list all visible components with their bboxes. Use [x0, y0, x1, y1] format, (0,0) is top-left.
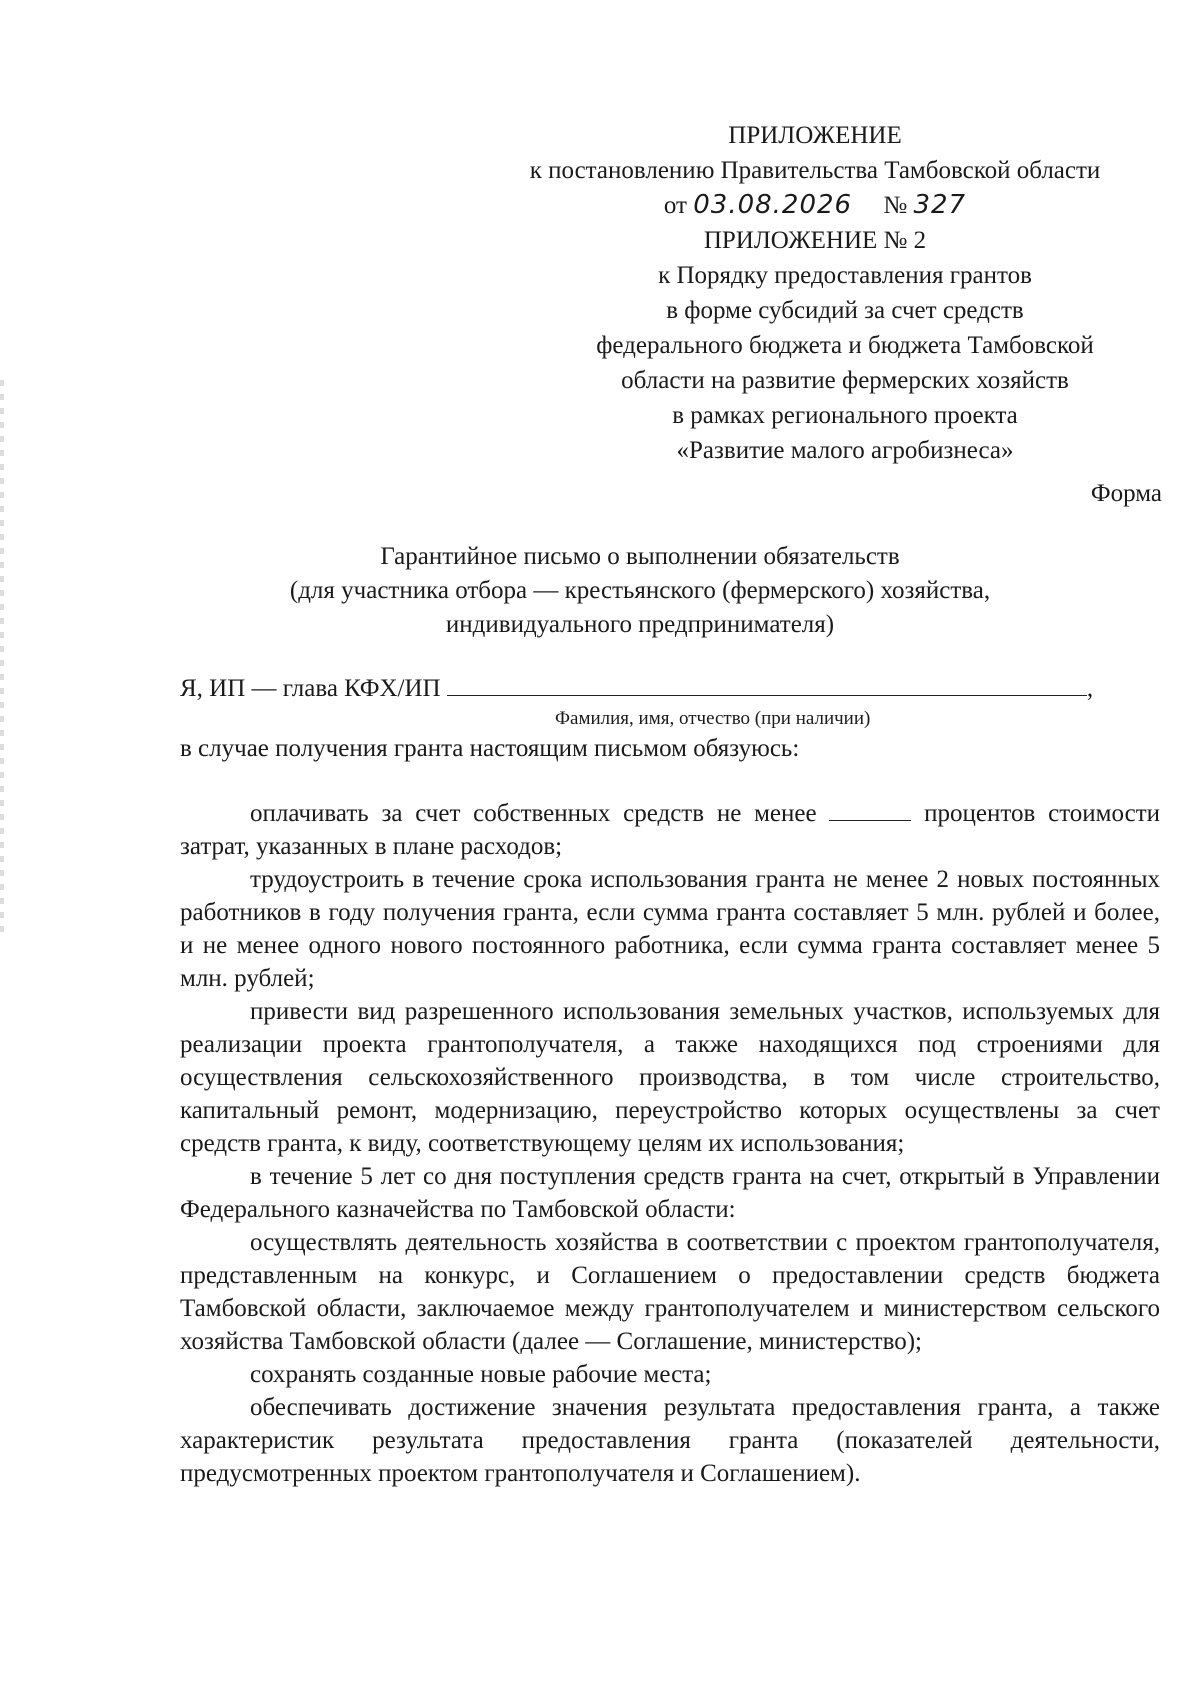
obligation-paragraph: осуществлять деятельность хозяйства в соответствии с проектом грантополучателя, представленным на конкурс, и Соглашением о предоставлении средств бюджета Тамбовской области, заключаемое между грантополучателем и министерством сельского хозяйства Тамбовской области (далее — Соглашение, министерство); — [180, 1229, 1160, 1355]
fio-suffix: , — [1086, 675, 1094, 702]
resolution-date-number — [470, 188, 1160, 223]
obligations-body — [180, 797, 1160, 1490]
order-line: области на развитие фермерских хозяйств — [621, 367, 1069, 394]
order-line: в рамках регионального проекта — [672, 402, 1018, 429]
obligation-text: процентов стоимости затрат, указанных в плане расходов; — [180, 800, 1161, 860]
appendix-title: ПРИЛОЖЕНИЕ — [728, 122, 902, 149]
order-line: к Порядку предоставления грантов — [658, 262, 1032, 289]
fio-row — [180, 673, 1140, 703]
intro-text: в случае получения гранта настоящим письмом обязуюсь: — [180, 735, 800, 762]
handwritten-date: 03.08.2026 — [693, 190, 853, 220]
appendix-to-resolution: к постановлению Правительства Тамбовской области — [529, 157, 1101, 184]
order-line: федерального бюджета и бюджета Тамбовской — [596, 332, 1094, 359]
order-line: «Развитие малого агробизнеса» — [676, 437, 1014, 464]
obligation-paragraph — [180, 797, 1160, 863]
obligation-paragraph: привести вид разрешенного использования земельных участков, используемых для реализации проекта грантополучателя, а также находящихся под строениями для осуществления сельскохозяйственного производства, в том числе строительство, капитальный ремонт, модернизацию, переустройство которых осуществлены за счет средств гранта, к виду, соответствующему целям их использования; — [180, 998, 1160, 1157]
title-line: (для участника отбора — крестьянского (фермерского) хозяйства, — [289, 577, 991, 604]
appendix2-title: ПРИЛОЖЕНИЕ № 2 — [703, 227, 927, 254]
appendix-header — [470, 118, 1160, 258]
document-title — [180, 540, 1100, 642]
title-line: Гарантийное письмо о выполнении обязательств — [380, 543, 900, 570]
obligation-paragraph: обеспечивать достижение значения результата предоставления гранта, а также характеристик результата предоставления гранта (показателей деятельности, предусмотренных проектом грантополучателя и Соглашением). — [180, 1394, 1160, 1487]
scan-edge-artifact — [0, 380, 4, 940]
title-line: индивидуального предпринимателя) — [445, 611, 835, 638]
number-prefix: № — [883, 192, 908, 219]
obligation-paragraph: трудоустроить в течение срока использования гранта не менее 2 новых постоянных работников в году получения гранта, если сумма гранта составляет 5 млн. рублей и более, и не менее одного нового постоянного работника, если сумма гранта составляет менее 5 млн. рублей; — [180, 866, 1160, 992]
obligation-paragraph: в течение 5 лет со дня поступления средств гранта на счет, открытый в Управлении Федерального казначейства по Тамбовской области: — [180, 1163, 1160, 1223]
date-prefix: от — [663, 192, 687, 219]
percent-blank-field[interactable] — [829, 802, 911, 821]
form-label: Форма — [1090, 480, 1162, 507]
order-reference — [520, 258, 1170, 468]
fio-caption: Фамилия, имя, отчество (при наличии) — [555, 708, 871, 729]
obligation-paragraph: сохранять созданные новые рабочие места; — [250, 1361, 712, 1388]
fio-blank-field[interactable] — [447, 673, 1087, 696]
obligation-text: оплачивать за счет собственных средств не менее — [250, 800, 817, 827]
fio-prefix: Я, ИП — глава КФХ/ИП — [180, 675, 441, 702]
handwritten-number: 327 — [913, 190, 967, 220]
order-line: в форме субсидий за счет средств — [666, 297, 1024, 324]
